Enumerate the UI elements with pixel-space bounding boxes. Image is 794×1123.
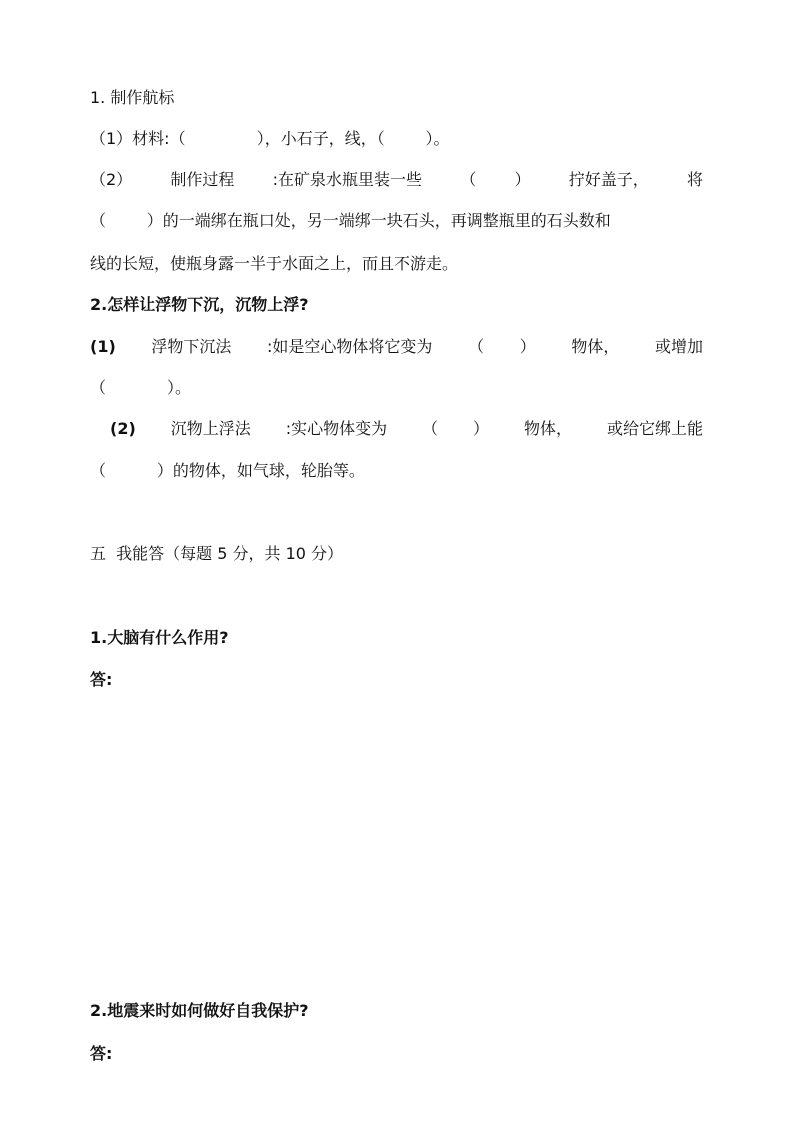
line-fragment: 浮物下沉法 [151,337,232,356]
question-1-part-1-line: （1）材料:（ ），小石子，线，（ ）。 [90,129,450,148]
blank-close-paren: ） [514,170,531,189]
line-fragment: 或增加 [654,337,703,356]
question-1-part-2-line-2: （ ）的一端绑在瓶口处，另一端绑一块石头，再调整瓶里的石头数和 [90,211,611,230]
line-fragment: :实心物体变为 [285,419,388,438]
question-1-part-2-line [90,170,703,190]
line-fragment: （2） [90,170,133,189]
line-fragment: :如是空心物体将它变为 [267,337,433,356]
blank-open-paren: （ [422,419,439,438]
line-fragment: 物体， [523,419,572,438]
line-fragment: 制作过程 [170,170,235,189]
blank-open-paren: （ [468,337,485,356]
section-5-question-2-answer-label: 答: [90,1044,113,1063]
blank-open-paren: （ [460,170,477,189]
question-2-title: 2.怎样让浮物下沉，沉物上浮? [90,295,309,314]
line-fragment: (2) [110,419,136,438]
line-fragment: 将 [686,170,703,189]
question-1-part-2-line-3: 线的长短，使瓶身露一半于水面之上，而且不游走。 [90,254,459,273]
line-fragment: :在矿泉水瓶里装一些 [272,170,423,189]
question-1-title: 1. 制作航标 [90,88,175,107]
line-fragment: 拧好盖子， [568,170,649,189]
question-2-part-2-line [110,419,703,439]
section-5-question-2-title: 2.地震来时如何做好自我保护? [90,1001,309,1020]
line-fragment: 沉物上浮法 [170,419,251,438]
question-2-part-1-line-2: （ ）。 [90,378,192,397]
blank-close-paren: ） [519,337,536,356]
section-5-question-1-answer-label: 答: [90,670,113,689]
question-2-part-2-line-2: （ ）的物体，如气球，轮胎等。 [90,461,365,480]
blank-close-paren: ） [473,419,490,438]
section-5-heading: 五 我能答（每题 5 分，共 10 分） [90,544,344,563]
question-2-part-1-line [90,337,703,357]
line-fragment: 物体， [571,337,620,356]
line-fragment: (1) [90,337,116,356]
line-fragment: 或给它绑上能 [606,419,703,438]
section-5-question-1-title: 1.大脑有什么作用? [90,628,229,647]
